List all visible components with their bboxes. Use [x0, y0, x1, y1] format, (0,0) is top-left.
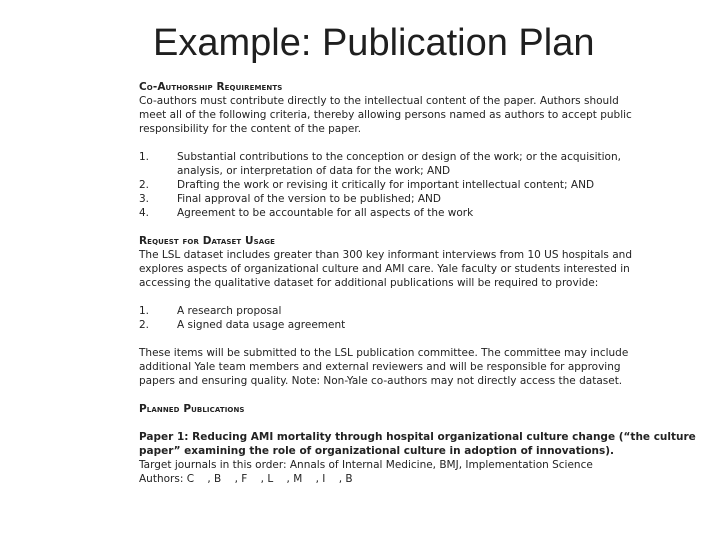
dataset-line: accessing the qualitative dataset for additional publications will be required to provide: [139, 277, 599, 289]
criteria-item [139, 206, 639, 220]
criteria-text: Drafting the work or revising it critically for important intellectual content; AND [177, 179, 595, 191]
target-journals: Target journals in this order: Annals of Internal Medicine, BMJ, Implementation Science [139, 459, 593, 471]
coauthorship-heading: Co-Authorship Requirements [139, 81, 283, 93]
dataset-line: explores aspects of organizational culture and AMI care. Yale faculty or students interested in [139, 263, 630, 275]
slide-title: Example: Publication Plan [153, 22, 595, 64]
dataset-closing-line: papers and ensuring quality. Note: Non-Yale co-authors may not directly access the dataset. [139, 375, 623, 387]
criteria-text: analysis, or interpretation of data for the work; AND [177, 165, 451, 177]
planned-heading: Planned Publications [139, 403, 245, 415]
coauthorship-line: meet all of the following criteria, thereby allowing persons named as authors to accept public [139, 109, 632, 121]
criteria-text: Agreement to be accountable for all aspects of the work [177, 207, 474, 219]
criteria-text: Final approval of the version to be published; AND [177, 193, 441, 205]
dataset-closing-line: These items will be submitted to the LSL publication committee. The committee may include [139, 347, 629, 359]
dataset-line: The LSL dataset includes greater than 300 key informant interviews from 10 US hospitals and [139, 249, 632, 261]
dataset-item [139, 304, 639, 318]
criteria-item [139, 178, 639, 192]
criteria-number: 4. [139, 207, 150, 219]
criteria-item [139, 150, 639, 178]
criteria-number: 2. [139, 179, 150, 191]
document-body [139, 80, 696, 486]
dataset-heading: Request for Dataset Usage [139, 235, 276, 247]
criteria-number: 1. [139, 151, 150, 163]
paper-title: Paper 1: Reducing AMI mortality through hospital organizational culture change (“the culture [139, 431, 696, 443]
dataset-item-text: A research proposal [177, 305, 282, 317]
dataset-closing-line: additional Yale team members and external reviewers and will be responsible for approving [139, 361, 621, 373]
dataset-item-number: 1. [139, 305, 150, 317]
criteria-number: 3. [139, 193, 150, 205]
coauthorship-line: Co-authors must contribute directly to the intellectual content of the paper. Authors should [139, 95, 619, 107]
criteria-item [139, 192, 639, 206]
dataset-item [139, 318, 639, 332]
coauthorship-line: responsibility for the content of the paper. [139, 123, 362, 135]
paper-authors: Authors: C , B , F , L , M , I , B [139, 473, 353, 485]
dataset-item-text: A signed data usage agreement [177, 319, 346, 331]
paper-title: paper” examining the role of organizational culture in adoption of innovations). [139, 445, 615, 457]
criteria-text: Substantial contributions to the conception or design of the work; or the acquisition, [177, 151, 621, 163]
dataset-item-number: 2. [139, 319, 150, 331]
